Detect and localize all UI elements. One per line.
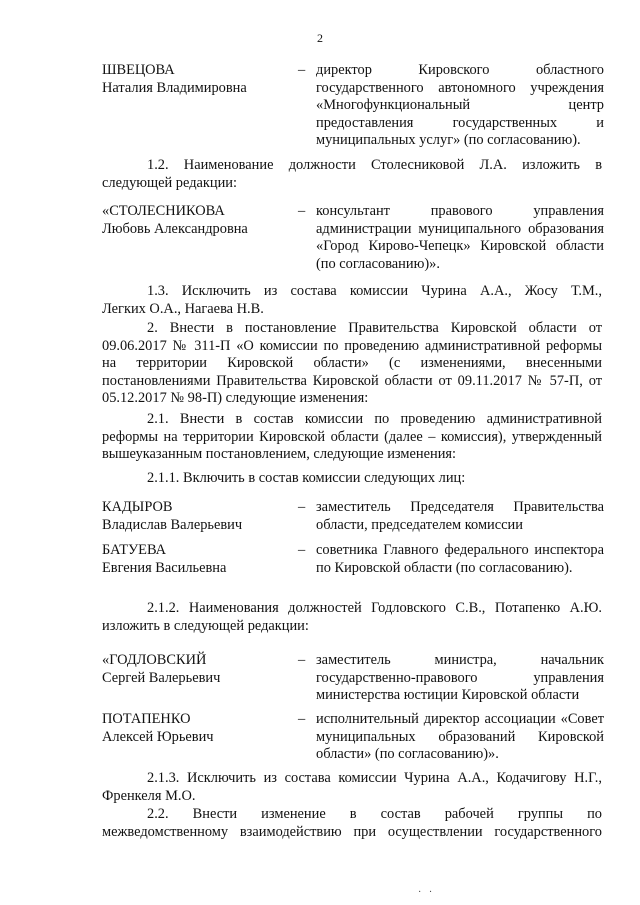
member-position: заместитель министра, начальник государственно-правового управления министерства юстиции Кировской области xyxy=(316,652,604,704)
paragraph-line: изложить в следующей редакции: xyxy=(102,617,309,634)
member-name xyxy=(102,542,292,577)
member-position: советника Главного федерального инспектора по Кировской области (по согласованию). xyxy=(316,542,604,576)
member-given-names: Евгения Васильевна xyxy=(102,559,227,576)
page-number: 2 xyxy=(317,31,323,45)
paragraph-line: вышеуказанным постановлением, следующие изменения: xyxy=(102,446,457,463)
paragraph-line: межведомственному взаимодействию при осуществлении государственного xyxy=(102,823,602,840)
member-surname: БАТУЕВА xyxy=(102,542,167,558)
member-name xyxy=(102,711,292,746)
dash-separator: – xyxy=(298,499,306,515)
dash-separator: – xyxy=(298,62,306,78)
dash-separator: – xyxy=(298,203,306,219)
paragraph xyxy=(102,770,602,805)
member-name xyxy=(102,652,292,687)
dash-separator: – xyxy=(298,652,306,668)
paragraph-line: реформы на территории Кировской области (далее – комиссия), утвержденный xyxy=(102,428,602,445)
member-name xyxy=(102,203,292,238)
paragraph-line: постановлениями Правительства Кировской области от 09.11.2017 № 57-П, от xyxy=(102,372,602,389)
member-surname: КАДЫРОВ xyxy=(102,499,173,515)
member-given-names: Наталия Владимировна xyxy=(102,79,247,96)
paragraph-line: на территории Кировской области» (с изменениями, внесенными xyxy=(102,355,602,372)
paragraph-line: следующей редакции: xyxy=(102,174,237,191)
paragraph-line: 2.2. Внести изменение в состав рабочей группы по xyxy=(147,806,602,822)
member-given-names: Алексей Юрьевич xyxy=(102,728,214,745)
paragraph-line: 1.3. Исключить из состава комиссии Чурина А.А., Жосу Т.М., xyxy=(147,283,602,299)
member-surname: ПОТАПЕНКО xyxy=(102,711,191,727)
paragraph-line: 09.06.2017 № 311-П «О комиссии по проведению административной реформы xyxy=(102,337,602,354)
paragraph-line: 2.1.2. Наименования должностей Годловского С.В., Потапенко А.Ю. xyxy=(147,600,602,616)
member-name xyxy=(102,62,292,97)
member-position: заместитель Председателя Правительства области, председателем комиссии xyxy=(316,499,604,533)
paragraph xyxy=(102,806,602,841)
member-surname: «ГОДЛОВСКИЙ xyxy=(102,652,207,668)
paragraph-line: 2. Внести в постановление Правительства Кировской области от xyxy=(147,320,602,336)
member-name xyxy=(102,499,292,534)
paragraph xyxy=(102,600,602,635)
paragraph-line: 2.1. Внести в состав комиссии по проведению административной xyxy=(147,411,602,427)
paragraph xyxy=(102,283,602,318)
paragraph xyxy=(102,411,602,464)
member-given-names: Владислав Валерьевич xyxy=(102,516,243,533)
paragraph xyxy=(102,157,602,192)
member-surname: «СТОЛЕСНИКОВА xyxy=(102,203,225,219)
member-position: исполнительный директор ассоциации «Совет муниципальных образований Кировской области» (по согласованию)». xyxy=(316,711,604,763)
member-given-names: Любовь Александровна xyxy=(102,220,248,237)
member-position: директор Кировского областного государственного автономного учреждения «Многофункциональный центр предоставления государственных и муниципальных услуг» (по согласованию). xyxy=(316,62,604,149)
paragraph xyxy=(102,320,602,408)
paragraph-line: Френкеля М.О. xyxy=(102,787,196,804)
member-surname: ШВЕЦОВА xyxy=(102,62,175,78)
paragraph-line: 2.1.1. Включить в состав комиссии следующих лиц: xyxy=(147,470,466,486)
dash-separator: – xyxy=(298,542,306,558)
paragraph-line: 2.1.3. Исключить из состава комиссии Чурина А.А., Кодачигову Н.Г., xyxy=(147,770,602,786)
scan-artifact: · · xyxy=(418,887,433,898)
paragraph xyxy=(102,470,602,488)
member-given-names: Сергей Валерьевич xyxy=(102,669,221,686)
member-position: консультант правового управления администрации муниципального образования «Город Кирово-Чепецк» Кировской области (по согласованию)». xyxy=(316,203,604,272)
dash-separator: – xyxy=(298,711,306,727)
paragraph-line: 05.12.2017 № 98-П) следующие изменения: xyxy=(102,390,369,407)
paragraph-line: 1.2. Наименование должности Столесниковой Л.А. изложить в xyxy=(147,157,602,173)
paragraph-line: Легких О.А., Нагаева Н.В. xyxy=(102,300,264,317)
